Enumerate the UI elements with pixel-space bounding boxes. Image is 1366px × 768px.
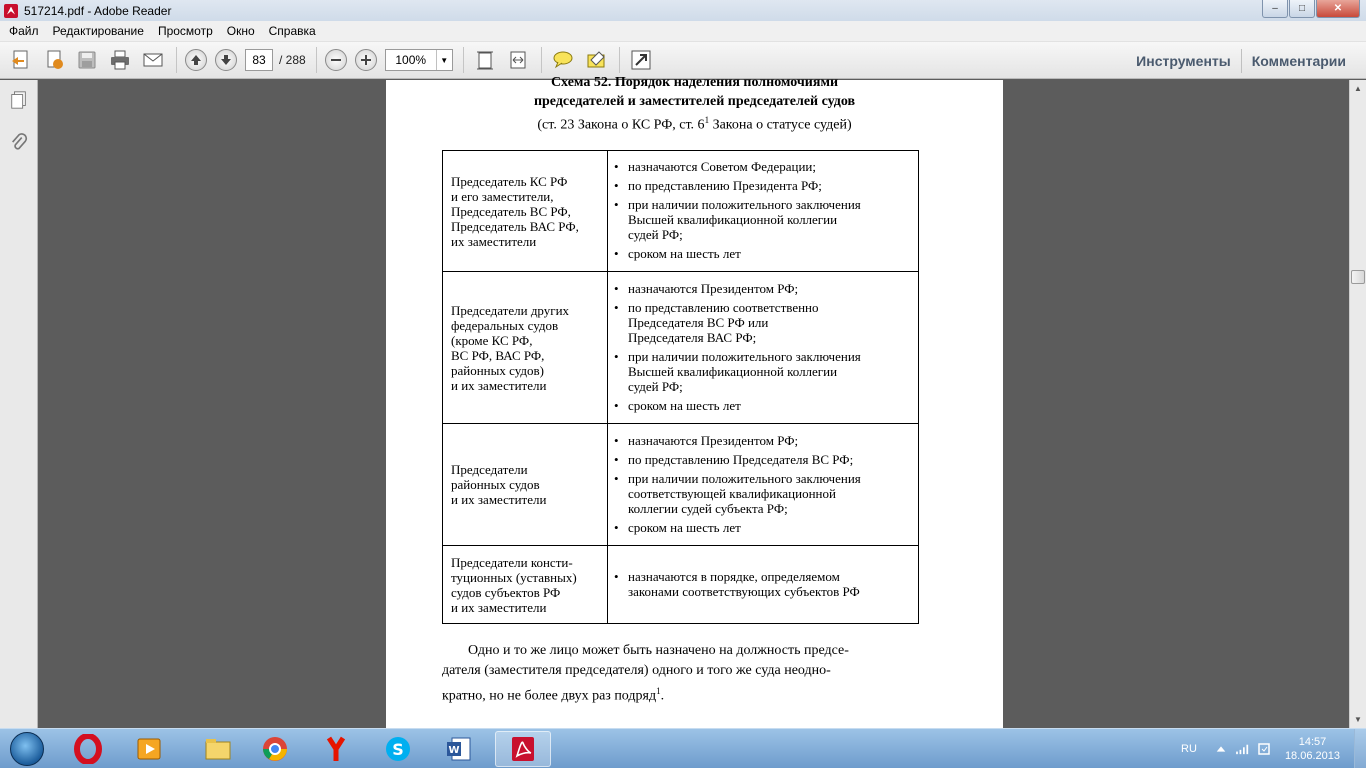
word-icon[interactable] bbox=[431, 731, 487, 767]
bullet-icon bbox=[614, 349, 628, 394]
table-cell-left bbox=[443, 546, 608, 624]
chevron-down-icon[interactable]: ▼ bbox=[436, 50, 452, 70]
bullet-item bbox=[614, 452, 912, 467]
menu-edit[interactable]: Редактирование bbox=[52, 24, 144, 38]
chrome-icon[interactable] bbox=[247, 731, 303, 767]
scrollbar-thumb[interactable] bbox=[1351, 270, 1365, 284]
toolbar-separator bbox=[316, 47, 317, 73]
menu-window[interactable]: Окно bbox=[226, 24, 255, 38]
menu-file[interactable]: Файл bbox=[9, 24, 39, 38]
table-cell-right bbox=[608, 424, 919, 546]
windows-logo-icon bbox=[10, 732, 44, 766]
page-total: / 288 bbox=[279, 53, 306, 67]
print-icon[interactable] bbox=[107, 47, 133, 73]
page-thumbnails-icon[interactable] bbox=[8, 89, 30, 111]
menu-bar bbox=[0, 21, 1366, 42]
close-button[interactable]: ✕ bbox=[1316, 0, 1360, 18]
window-title: 517214.pdf - Adobe Reader bbox=[24, 3, 172, 18]
row-left-text: Председатели других федеральных судов (кроме КС РФ, ВС РФ, ВАС РФ, районных судов) и их заместители bbox=[451, 302, 570, 393]
toolbar-separator bbox=[176, 47, 177, 73]
bullet-text: при наличии положительного заключения Высшей квалификационной коллегии судей РФ; bbox=[628, 197, 861, 242]
toolbar bbox=[0, 42, 1366, 79]
fit-width-icon[interactable] bbox=[505, 47, 531, 73]
zoom-select[interactable] bbox=[385, 49, 453, 71]
system-clock[interactable] bbox=[1285, 735, 1340, 763]
table-row bbox=[443, 424, 919, 546]
create-pdf-icon[interactable] bbox=[8, 47, 34, 73]
bullet-icon bbox=[614, 159, 628, 174]
zoom-out-button[interactable] bbox=[325, 49, 347, 71]
svg-text:S: S bbox=[392, 740, 404, 759]
action-center-icon[interactable] bbox=[1257, 742, 1271, 756]
bullet-text: сроком на шесть лет bbox=[628, 397, 741, 413]
body-paragraph bbox=[442, 641, 919, 707]
bullet-icon bbox=[614, 471, 628, 516]
bullet-text: назначаются в порядке, определяемом законами соответствующих субъектов РФ bbox=[628, 568, 860, 599]
skype-icon[interactable] bbox=[370, 731, 426, 767]
paragraph-line: Одно и то же лицо может быть назначено на должность предсе- bbox=[468, 643, 849, 658]
bullet-item bbox=[614, 569, 912, 599]
row-left-text: Председатель КС РФ и его заместители, Председатель ВС РФ, Председатель ВАС РФ, их заместители bbox=[451, 173, 579, 249]
bullet-icon bbox=[614, 520, 628, 535]
scheme-heading-line1: Схема 52. Порядок наделения полномочиями bbox=[550, 75, 839, 90]
table-cell-right bbox=[608, 546, 919, 624]
paragraph-line: дателя (заместителя председателя) одного и того же суда неодно- bbox=[442, 663, 831, 678]
title-bar bbox=[0, 0, 1366, 21]
start-button[interactable] bbox=[4, 730, 50, 768]
maximize-button[interactable]: □ bbox=[1289, 0, 1315, 18]
bullet-item bbox=[614, 197, 912, 242]
minus-icon bbox=[330, 54, 342, 66]
tray-expand-icon[interactable] bbox=[1215, 743, 1227, 755]
bullet-icon bbox=[614, 300, 628, 345]
paragraph-line bbox=[442, 681, 919, 707]
paragraph-end: . bbox=[660, 688, 665, 704]
highlight-icon[interactable] bbox=[583, 47, 609, 73]
vertical-scrollbar[interactable] bbox=[1349, 80, 1366, 728]
bullet-text: назначаются Президентом РФ; bbox=[628, 280, 799, 296]
bullet-item bbox=[614, 471, 912, 516]
bullet-icon bbox=[614, 398, 628, 413]
bullet-item bbox=[614, 178, 912, 193]
bullet-item bbox=[614, 281, 912, 296]
combine-files-icon[interactable] bbox=[41, 47, 67, 73]
clock-time: 14:57 bbox=[1298, 736, 1327, 748]
taskbar bbox=[0, 728, 1366, 768]
arrow-up-icon bbox=[190, 54, 202, 66]
bullet-icon bbox=[614, 197, 628, 242]
bullet-item bbox=[614, 520, 912, 535]
comment-icon[interactable] bbox=[550, 47, 576, 73]
expand-icon[interactable] bbox=[628, 47, 654, 73]
attachments-icon[interactable] bbox=[8, 132, 30, 154]
table-cell-right bbox=[608, 151, 919, 272]
bullet-icon bbox=[614, 452, 628, 467]
toolbar-separator bbox=[619, 47, 620, 73]
bullet-item bbox=[614, 159, 912, 174]
subheading-text-rest: Закона о статусе судей) bbox=[709, 117, 852, 133]
subheading-superscript: 1 bbox=[704, 115, 710, 125]
window-controls bbox=[1262, 0, 1360, 18]
toolbar-separator bbox=[541, 47, 542, 73]
bullet-item bbox=[614, 349, 912, 394]
minimize-button[interactable]: – bbox=[1262, 0, 1288, 18]
clock-date: 18.06.2013 bbox=[1284, 750, 1340, 762]
bullet-icon bbox=[614, 246, 628, 261]
file-explorer-icon[interactable] bbox=[190, 731, 246, 767]
opera-icon[interactable] bbox=[60, 731, 116, 767]
email-icon[interactable] bbox=[140, 47, 166, 73]
previous-page-button[interactable] bbox=[185, 49, 207, 71]
arrow-down-icon bbox=[220, 54, 232, 66]
toolbar-separator bbox=[463, 47, 464, 73]
table-cell-left bbox=[443, 272, 608, 424]
bullet-icon bbox=[614, 281, 628, 296]
system-tray bbox=[1181, 729, 1366, 768]
bullet-text: по представлению Президента РФ; bbox=[628, 178, 822, 193]
bullet-text: сроком на шесть лет bbox=[628, 519, 741, 535]
table-cell-right bbox=[608, 272, 919, 424]
bullet-text: назначаются Президентом РФ; bbox=[628, 432, 799, 448]
pdf-page bbox=[386, 75, 1003, 728]
network-icon[interactable] bbox=[1235, 743, 1251, 755]
page-number-input[interactable]: 83 bbox=[245, 49, 273, 71]
zoom-value: 100% bbox=[395, 53, 427, 67]
bullet-item bbox=[614, 398, 912, 413]
fit-page-icon[interactable] bbox=[472, 47, 498, 73]
paragraph-line-text: кратно, но не более двух раз подряд bbox=[442, 688, 657, 704]
scroll-down-icon[interactable]: ▼ bbox=[1354, 715, 1362, 724]
table-row bbox=[443, 546, 919, 624]
tools-link[interactable]: Инструменты bbox=[1136, 52, 1231, 69]
comments-link[interactable]: Комментарии bbox=[1251, 52, 1346, 69]
menu-view[interactable]: Просмотр bbox=[157, 24, 213, 38]
table-row bbox=[443, 272, 919, 424]
navigation-pane bbox=[0, 80, 38, 728]
scroll-up-icon[interactable]: ▲ bbox=[1354, 84, 1362, 93]
bullet-text: по представлению Председателя ВС РФ; bbox=[628, 451, 854, 467]
table-cell-left bbox=[443, 424, 608, 546]
media-player-icon[interactable] bbox=[121, 731, 177, 767]
bullet-text: по представлению соответственно Председателя ВС РФ или Председателя ВАС РФ; bbox=[628, 299, 819, 345]
bullet-icon bbox=[614, 433, 628, 448]
language-indicator[interactable]: RU bbox=[1181, 743, 1197, 755]
show-desktop-button[interactable] bbox=[1354, 729, 1366, 768]
table-row bbox=[443, 151, 919, 272]
bullet-item bbox=[614, 433, 912, 448]
row-left-text: Председатели районных судов и их заместители bbox=[451, 462, 547, 507]
bullet-text: при наличии положительного заключения соответствующей квалификационной коллегии судей субъекта РФ; bbox=[628, 470, 861, 516]
footnote-marker: 1 bbox=[656, 686, 661, 696]
adobe-reader-icon bbox=[4, 4, 18, 18]
bullet-icon bbox=[614, 569, 628, 599]
next-page-button[interactable] bbox=[215, 49, 237, 71]
plus-icon bbox=[360, 54, 372, 66]
bullet-item bbox=[614, 246, 912, 261]
zoom-in-button[interactable] bbox=[355, 49, 377, 71]
right-panel-links bbox=[1126, 42, 1356, 79]
bullet-item bbox=[614, 300, 912, 345]
menu-help[interactable]: Справка bbox=[268, 24, 316, 38]
scheme-heading-line2: председателей и заместителей председателей судов bbox=[533, 94, 856, 109]
scheme-subheading bbox=[386, 115, 1003, 134]
bullet-icon bbox=[614, 178, 628, 193]
document-area bbox=[39, 75, 1349, 728]
svg-text:W: W bbox=[448, 745, 460, 756]
adobe-reader-taskbar-icon[interactable] bbox=[495, 731, 551, 767]
bullet-text: сроком на шесть лет bbox=[628, 246, 741, 261]
bullet-text: назначаются Советом Федерации; bbox=[628, 159, 817, 174]
row-left-text: Председатели консти- туционных (уставных) судов субъектов РФ и их заместители bbox=[451, 554, 577, 615]
bullet-text: при наличии положительного заключения Высшей квалификационной коллегии судей РФ; bbox=[628, 348, 861, 394]
yandex-browser-icon[interactable] bbox=[308, 731, 364, 767]
table-cell-left bbox=[443, 151, 608, 272]
save-icon[interactable] bbox=[74, 47, 100, 73]
subheading-text: (ст. 23 Закона о КС РФ, ст. 6 bbox=[537, 117, 705, 133]
scheme-table bbox=[442, 150, 919, 624]
